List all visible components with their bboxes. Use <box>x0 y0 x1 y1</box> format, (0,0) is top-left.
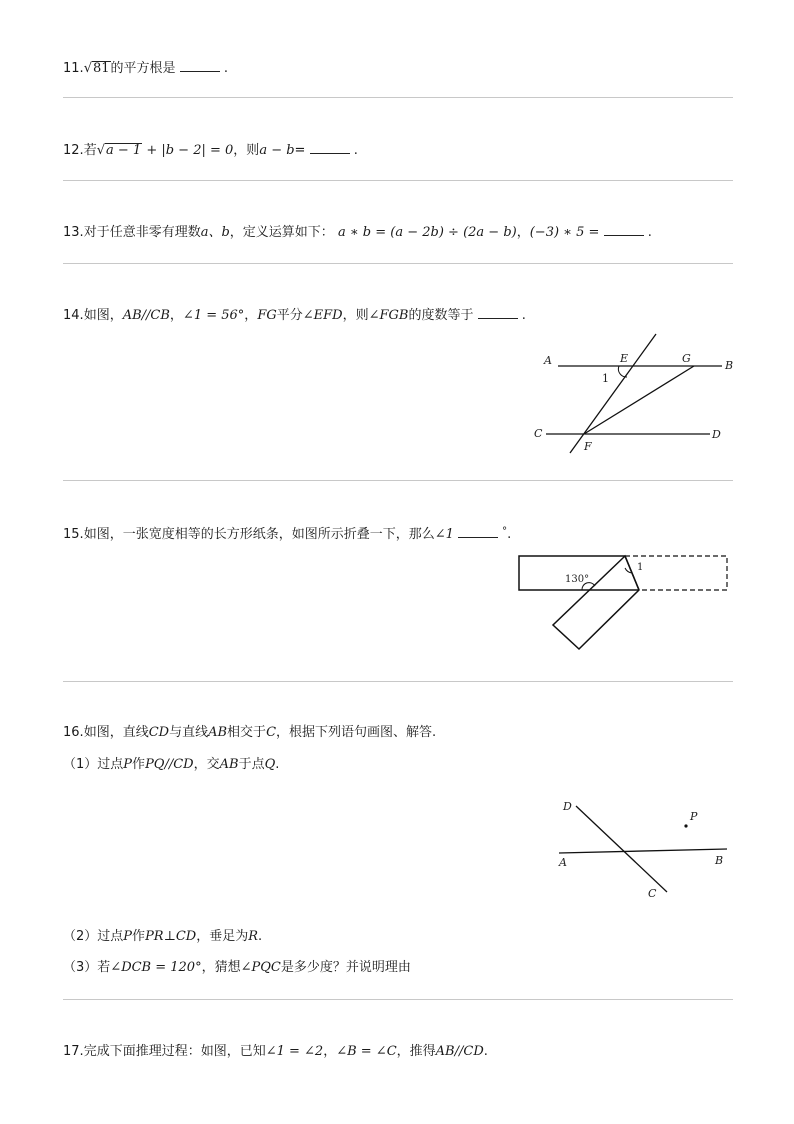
question-text: 的平方根是 <box>110 61 176 76</box>
point-label: Q <box>264 757 276 772</box>
answer-blank[interactable] <box>458 525 498 538</box>
question-text: 完成下面推理过程：如图，已知 <box>83 1044 266 1059</box>
period: . <box>521 308 526 323</box>
question-text: ，根据下列语句画图、解答. <box>276 725 437 740</box>
question-text: 作 <box>132 929 146 944</box>
comma: ， <box>244 308 258 323</box>
part-number: （3） <box>63 960 98 975</box>
question-text: 过点 <box>97 757 124 772</box>
line-cd <box>576 806 667 892</box>
question-text: 如图，一张宽度相等的长方形纸条，如图所示折叠一下，那么 <box>83 527 435 542</box>
label-1: 1 <box>637 562 644 573</box>
conclusion: AB//CD <box>435 1044 484 1059</box>
question-text: 若 <box>97 960 111 975</box>
question-number: 15. <box>63 527 84 542</box>
point-label: R <box>248 929 259 944</box>
label-1: 1 <box>602 372 609 385</box>
question-text: ，推得 <box>396 1044 436 1059</box>
expression: a − b <box>259 143 295 158</box>
divider <box>63 97 733 98</box>
question-number: 16. <box>63 725 84 740</box>
question-number: 17. <box>63 1044 84 1059</box>
line-ef <box>570 334 656 453</box>
question-number: 11. <box>63 61 84 76</box>
question-number: 13. <box>63 225 84 240</box>
line-label: PQ//CD <box>145 757 194 772</box>
q14-figure <box>530 330 740 460</box>
point-p <box>684 824 687 827</box>
part-number: （2） <box>63 929 98 944</box>
segment-label: FG <box>257 308 277 323</box>
period: . <box>275 757 280 772</box>
angle-condition: ∠DCB = 120° <box>110 960 202 975</box>
question-text: 平分 <box>276 308 303 323</box>
period: . <box>223 61 228 76</box>
angle-label: ∠1 <box>434 527 454 542</box>
divider <box>63 180 733 181</box>
angle-label: ∠FGB <box>368 308 409 323</box>
condition: ∠1 = 56° <box>182 308 245 323</box>
divider <box>63 999 733 1000</box>
radicand: 81 <box>92 61 110 76</box>
question-14 <box>63 306 526 325</box>
label-p: P <box>690 810 698 823</box>
point-label: C <box>266 725 277 740</box>
label-a: A <box>559 856 567 869</box>
question-text: 若 <box>83 143 97 158</box>
equals-sign: = <box>294 143 306 158</box>
question-text: 的度数等于 <box>408 308 474 323</box>
period: . <box>258 929 263 944</box>
expression: (−3) ∗ 5 = <box>529 225 600 240</box>
operation-definition: a ∗ b = (a − 2b) ÷ (2a − b) <box>337 225 517 240</box>
question-text: 作 <box>132 757 146 772</box>
angle-label: ∠EFD <box>302 308 343 323</box>
question-text: 对于任意非零有理数 <box>83 225 201 240</box>
label-d: D <box>712 428 721 441</box>
question-text: ，则 <box>342 308 369 323</box>
sqrt-symbol: √ <box>96 143 105 158</box>
question-13 <box>63 223 652 242</box>
answer-blank[interactable] <box>478 306 518 319</box>
question-16 <box>63 724 436 742</box>
period: . <box>647 225 652 240</box>
radicand: a − 1 <box>106 143 142 158</box>
answer-blank[interactable] <box>310 141 350 154</box>
question-text: 如图，直线 <box>83 725 149 740</box>
line-label: AB <box>208 725 228 740</box>
line-label: PR⊥CD <box>145 929 197 944</box>
question-text: 是多少度？并说明理由 <box>280 960 411 975</box>
label-130: 130° <box>565 574 590 585</box>
line-label: AB <box>219 757 239 772</box>
question-16-part-1 <box>63 756 279 774</box>
question-text: ，则 <box>233 143 260 158</box>
label-g: G <box>682 352 691 365</box>
label-d: D <box>563 800 572 813</box>
equation: + |b − 2| = 0 <box>142 143 234 158</box>
label-c: C <box>648 887 657 900</box>
line-label: CD <box>148 725 170 740</box>
comma: ， <box>169 308 183 323</box>
divider <box>63 480 733 481</box>
question-16-part-2 <box>63 928 262 946</box>
point-label: P <box>123 929 133 944</box>
question-text: 如图， <box>83 308 123 323</box>
label-c: C <box>534 427 543 440</box>
question-text: ，猜想 <box>201 960 241 975</box>
label-b: B <box>715 854 724 867</box>
answer-blank[interactable] <box>604 223 644 236</box>
q16-figure <box>555 795 735 905</box>
question-16-part-3 <box>63 959 411 977</box>
question-text: ，定义运算如下： <box>229 225 334 240</box>
question-text: 过点 <box>97 929 124 944</box>
condition: AB//CB <box>122 308 170 323</box>
period: . <box>483 1044 488 1059</box>
label-a: A <box>544 354 552 367</box>
question-number: 14. <box>63 308 84 323</box>
question-11 <box>63 59 228 78</box>
line-fg <box>584 366 694 434</box>
question-15 <box>63 523 511 544</box>
degree-sign: ° <box>502 526 508 537</box>
period: . <box>507 527 512 542</box>
part-number: （1） <box>63 757 98 772</box>
question-text: 相交于 <box>227 725 267 740</box>
sqrt-symbol: √ <box>83 61 92 76</box>
period: . <box>353 143 358 158</box>
label-f: F <box>584 440 592 453</box>
divider <box>63 681 733 682</box>
question-text: 于点 <box>238 757 265 772</box>
condition: ∠1 = ∠2 <box>265 1044 324 1059</box>
answer-blank[interactable] <box>180 59 220 72</box>
divider <box>63 263 733 264</box>
question-12 <box>63 141 358 160</box>
question-number: 12. <box>63 143 84 158</box>
point-label: P <box>123 757 133 772</box>
comma: ， <box>516 225 530 240</box>
angle-label: ∠PQC <box>240 960 281 975</box>
condition: ∠B = ∠C <box>336 1044 397 1059</box>
question-text: ，垂足为 <box>196 929 249 944</box>
variables: a、b <box>200 225 230 240</box>
label-b: B <box>725 359 734 372</box>
line-ab <box>559 849 727 853</box>
label-e: E <box>620 352 629 365</box>
comma: ， <box>323 1044 337 1059</box>
question-17 <box>63 1043 488 1061</box>
question-text: 与直线 <box>169 725 209 740</box>
q15-figure <box>515 550 735 655</box>
question-text: ，交 <box>193 757 220 772</box>
